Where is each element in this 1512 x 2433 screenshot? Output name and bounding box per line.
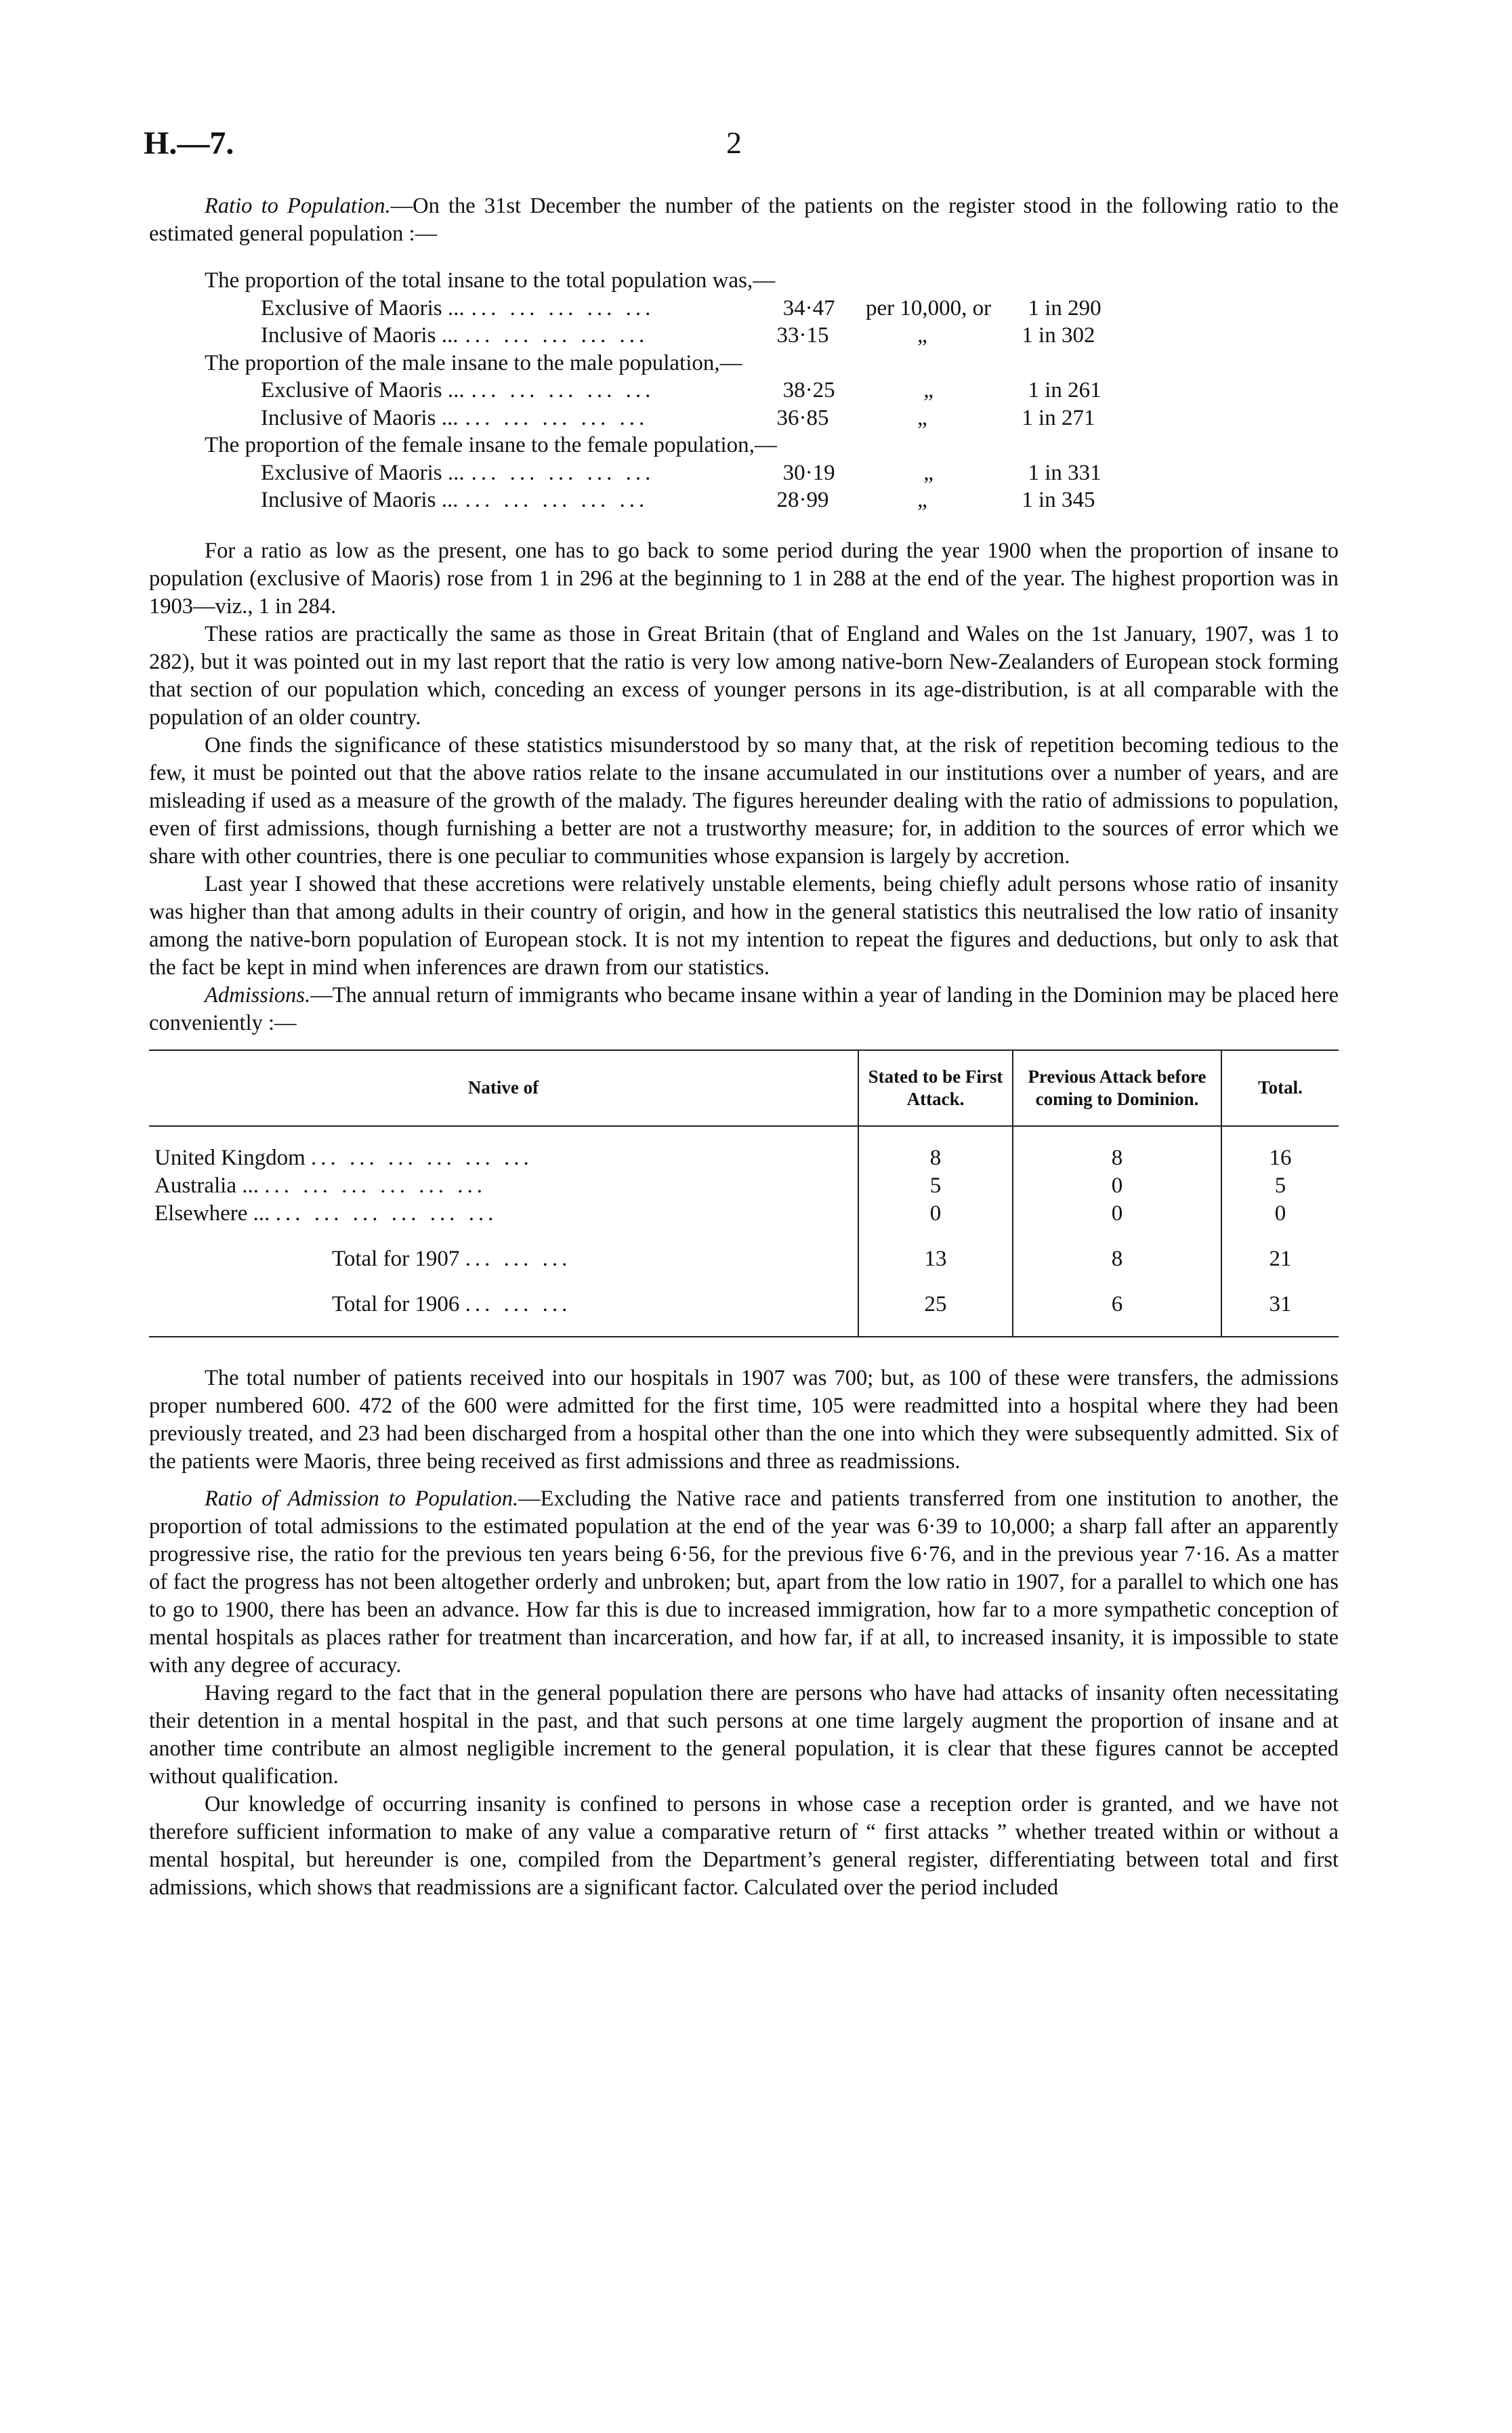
paragraph: The total number of patients received into our hospitals in 1907 was 700; but, as 100 of these were transfers, the admissions proper numbered 600. 472 of the 600 were admitted for the first time, 105 were readmitted into a hospital where they had been previously treated, and 23 had been discharged from a hospital other than the one into which they were subsequently admitted. Six of the patients were Maoris, three being received as first admissions and three as readmissions. [149,1365,1339,1474]
section-title-ratio: Ratio to Population. [205,194,391,218]
paragraph: For a ratio as low as the present, one has to go back to some period during the year 1900 when the proportion of insane to population (exclusive of Maoris) rose from 1 in 296 at the beginning to 1 in 288 at the end of the year. The highest proportion was in 1903—viz., 1 in 284. [149,538,1339,619]
table-total-row: Total for 1907 ... ... ... 13 8 21 [149,1245,1339,1273]
table-total-row: Total for 1906 ... ... ... 25 6 31 [149,1291,1339,1318]
section-title-admissions: Admissions. [205,982,311,1007]
ratio-row: Exclusive of Maoris ... ... ... ... ... ... 38·25 „ 1 in 261 [261,378,1101,402]
page-number: 2 [726,125,742,160]
header-native-of: Native of [149,1050,858,1126]
ratio-admission-paragraph: Ratio of Admission to Population.—Excluding the Native race and patients transferred from one institution to another, the proportion of total admissions to the estimated population at the end of the year was 6·39 to 10,000; a sharp fall after an apparently progressive rise, the ratio for the previous ten years being 6·56, for the previous five 6·76, and in the previous year 7·16. As a matter of fact the progress has not been altogether orderly and unbroken; but, apart from the low ratio in 1907, for a parallel to which one has to go to 1900, there has been an advance. How far this is due to increased immigration, how far to a more sympathetic conception of mental hospitals as places rather for treatment than incarceration, and how far, if at all, to increased insanity, it is impossible to state with any degree of accuracy. [149,1486,1339,1678]
page-content [149,192,1339,1902]
paragraph: These ratios are practically the same as those in Great Britain (that of England and Wales on the 1st January, 1907, was 1 to 282), but it was pointed out in my last report that the ratio is very low among native-born New-Zealanders of European stock forming that section of our population which, conceding an excess of younger persons in its age-distribution, is at all comparable with the population of an older country. [149,621,1339,730]
ratio-group-heading: The proportion of the female insane to the female population,— [205,433,777,457]
report-code: H.—7. [144,125,234,161]
admissions-intro-paragraph: Admissions.—The annual return of immigrants who became insane within a year of landing in the Dominion may be placed here conveniently :— [149,982,1339,1035]
table-header-row [149,1050,1339,1126]
ratio-list [149,267,1339,514]
header-first-attack: Stated to be First Attack. [858,1050,1013,1126]
ratio-row: Inclusive of Maoris ... ... ... ... ... ... 28·99 „ 1 in 345 [261,488,1095,512]
ratio-intro-paragraph: Ratio to Population.—On the 31st December the number of the patients on the register stood in the following ratio to the estimated general population :— [149,194,1339,246]
ratio-row: Inclusive of Maoris ... ... ... ... ... ... 33·15 „ 1 in 302 [261,323,1095,348]
table-row: Elsewhere ... ... ... ... ... ... ... 0 0 0 [149,1200,1339,1228]
section-title-ratio-admission: Ratio of Admission to Population. [205,1486,519,1511]
ratio-group-heading: The proportion of the total insane to the total population was,— [205,268,776,293]
header-total: Total. [1221,1050,1339,1126]
ratio-row: Exclusive of Maoris ... ... ... ... ... ... 30·19 „ 1 in 331 [261,460,1101,485]
table-row: Australia ... ... ... ... ... ... ... 5 0 5 [149,1172,1339,1200]
immigrant-admissions-table [149,1049,1339,1337]
paragraph: One finds the significance of these statistics misunderstood by so many that, at the risk of repetition becoming tedious to the few, it must be pointed out that the above ratios relate to the insane accumulated in our institutions over a number of years, and are misleading if used as a measure of the growth of the malady. The figures hereunder dealing with the ratio of admissions to population, even of first admissions, though furnishing a better are not a trustworthy measure; for, in addition to the sources of error which we share with other countries, there is one peculiar to communities whose expansion is largely by accretion. [149,732,1339,869]
paragraph: Our knowledge of occurring insanity is confined to persons in whose case a reception order is granted, and we have not therefore sufficient information to make of any value a comparative return of “ first attacks ” whether treated within or without a mental hospital, but hereunder is one, compiled from the Department’s general register, differentiating between total and first admissions, which shows that readmissions are a significant factor. Calculated over the period included [149,1791,1339,1900]
paragraph: Having regard to the fact that in the general population there are persons who have had attacks of insanity often necessitating their detention in a mental hospital in the past, and that such persons at one time largely augment the proportion of insane and at another time contribute an almost negligible increment to the general population, it is clear that these figures cannot be accepted without qualification. [149,1680,1339,1789]
paragraph: Last year I showed that these accretions were relatively unstable elements, being chiefly adult persons whose ratio of insanity was higher than that among adults in their country of origin, and how in the general statistics this neutralised the low ratio of insanity among the native-born population of European stock. It is not my intention to repeat the figures and deductions, but only to ask that the fact be kept in mind when inferences are drawn from our statistics. [149,871,1339,980]
ratio-group-heading: The proportion of the male insane to the male population,— [205,350,742,375]
ratio-row: Inclusive of Maoris ... ... ... ... ... ... 36·85 „ 1 in 271 [261,405,1095,430]
header-previous-attack: Previous Attack before coming to Dominion. [1013,1050,1221,1126]
ratio-row: Exclusive of Maoris ... ... ... ... ... ... 34·47 per 10,000, or 1 in 290 [261,295,1101,320]
table-row: United Kingdom ... ... ... ... ... ... 8 8 16 [149,1144,1339,1172]
